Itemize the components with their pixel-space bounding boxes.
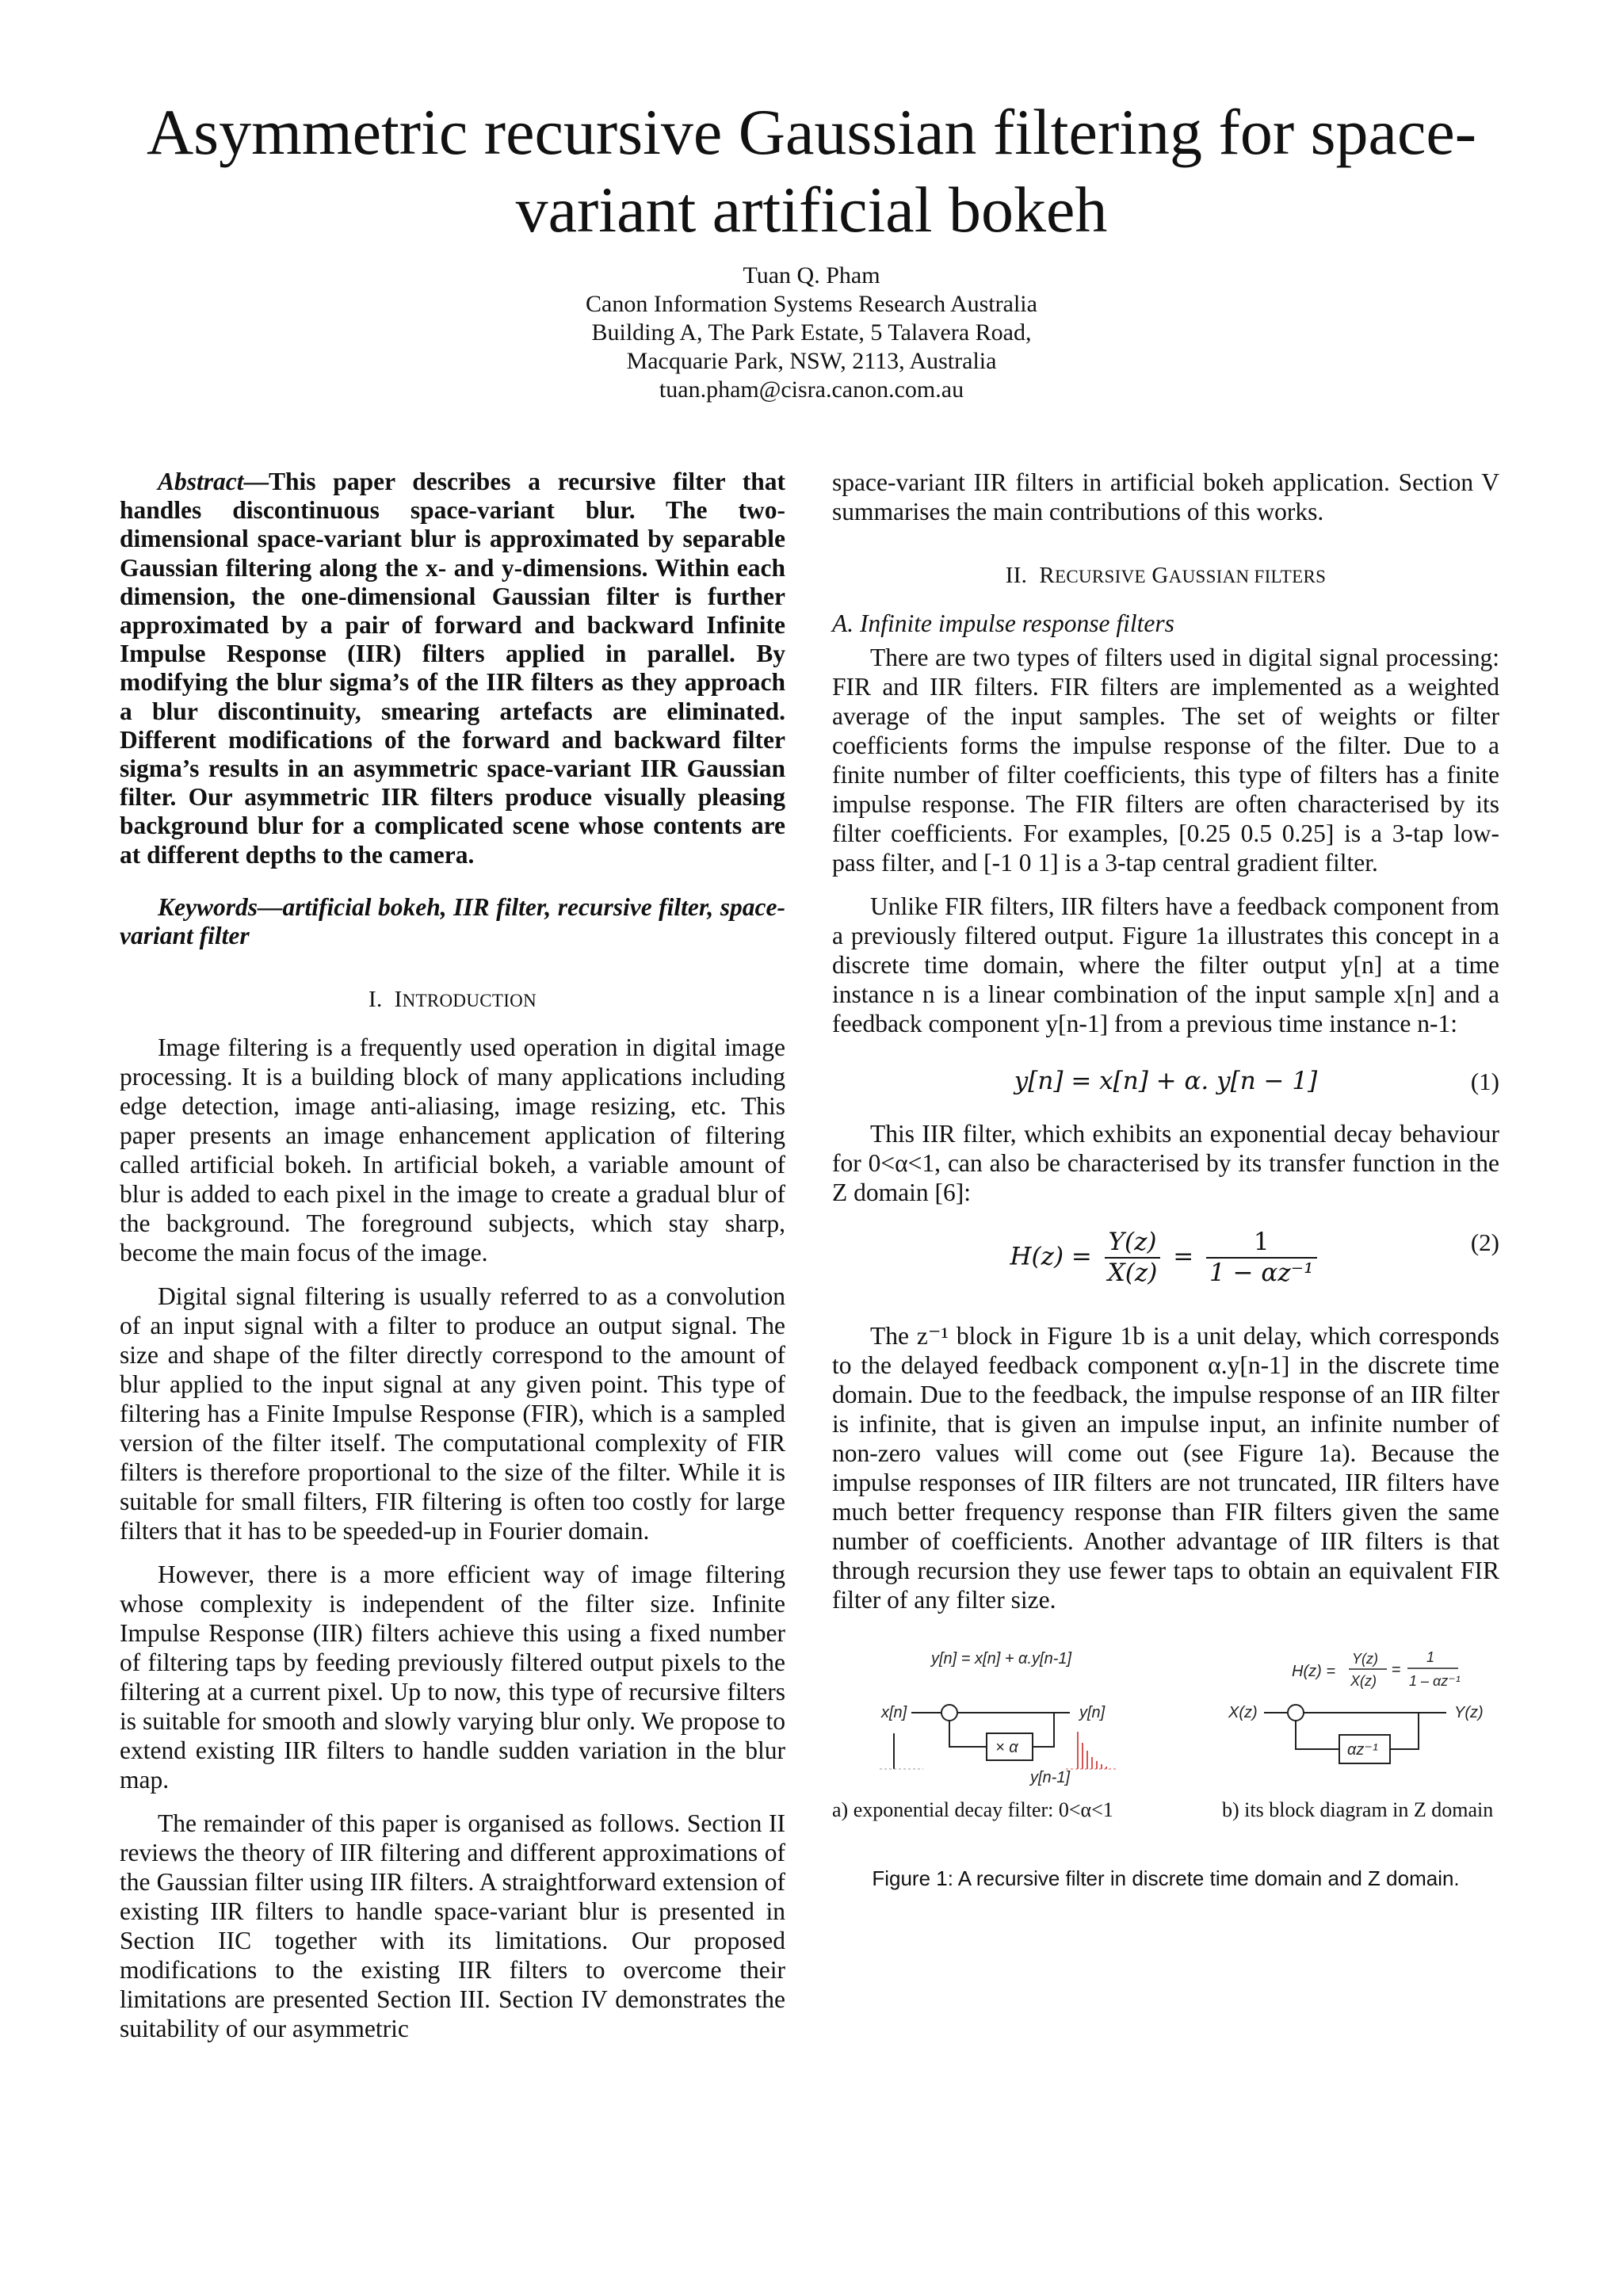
section-number: I.	[369, 987, 383, 1013]
equation-2-lhs: H(z) =	[1010, 1242, 1092, 1271]
author-address-1: Building A, The Park Estate, 5 Talavera Road,	[591, 319, 1032, 346]
intro-paragraph-2: Digital signal filtering is usually referred to as a convolution of an input signal with a filter to produce an output signal. The size and shape of the filter directly correspond to the amount of blur applied to the input signal at any given point. This type of filtering has a Finite Impulse Response (FIR), which is a sampled version of the filter itself. The computational complexity of FIR filters is therefore proportional to the size of the filter. While it is suitable for small filters, FIR filtering is often too costly for large filters that it has to be speeded-up in Fourier domain.	[120, 1282, 785, 1545]
section2-paragraph-4: The z⁻¹ block in Figure 1b is a unit delay, which corresponds to the delayed feedback component α.y[n-1] in the discrete time domain. Due to the feedback, the impulse response of an IIR filter is infinite, that is given an impulse input, an infinite number of non-zero values will come out (see Figure 1a). Because the impulse responses of IIR filters are not truncated, IIR filters have much better frequency response than FIR filters given the same number of coefficients. Another advantage of IIR filters is that through recursion they use fewer taps to obtain an equivalent FIR filter of any filter size.	[832, 1322, 1499, 1614]
section2-paragraph-3: This IIR filter, which exhibits an exponential decay behaviour for 0<α<1, can also be characterised by its transfer function in the Z domain [6]:	[832, 1120, 1499, 1206]
intro-paragraph-3: However, there is a more efficient way of image filtering whose complexity is independent of the filter size. Infinite Impulse Response (IIR) filters achieve this using a fixed number of filtering taps by feeding previously filtered output pixels to the filtering at a current pixel. Up to now, this type of recursive filters is suitable for smooth and slowly varying blur only. We propose to extend existing IIR filters to handle sudden variation in the blur map.	[120, 1561, 785, 1794]
section-title-initial: I	[394, 987, 403, 1013]
abstract-text: —This paper describes a recursive filter that handles discontinuous space-variant blur. The two-dimensional space-variant blur is approximated by separable Gaussian filtering along the x- and y-dimensions. Within each dimension, the one-dimensional Gaussian filter is further approximated by a pair of forward and backward Infinite Impulse Response (IIR) filters applied in parallel. By modifying the blur sigma’s of the IIR filters as they approach a blur discontinuity, smearing artefacts are eliminated. Different modifications of the forward and backward filter sigma’s results in an asymmetric space-variant IIR Gaussian filter. Our asymmetric IIR filters produce visually pleasing background blur for a complicated scene whose contents are at different depths to the camera.	[120, 468, 785, 869]
fig-b-equation-lhs: H(z) =	[1292, 1663, 1335, 1680]
equation-2-equals: =	[1173, 1242, 1194, 1271]
figure-1	[832, 1646, 1499, 1890]
section-heading-recursive-gaussian	[832, 561, 1499, 591]
figure-1-caption: Figure 1: A recursive filter in discrete time domain and Z domain.	[872, 1866, 1460, 1890]
fig-a-gain-label: × α	[995, 1739, 1018, 1756]
fig-a-equation: y[n] = x[n] + α.y[n-1]	[931, 1650, 1072, 1668]
intro-paragraph-1: Image filtering is a frequently used operation in digital image processing. It is a building block of many applications including edge detection, image anti-aliasing, image resizing, etc. This paper presents an image enhancement application of filtering called artificial bokeh. In artificial bokeh, a variable amount of blur is added to each pixel in the image to create a gradual blur of the background. The foreground subjects, which stay sharp, become the main focus of the image.	[120, 1033, 785, 1267]
section-title-rest: NTRODUCTION	[402, 991, 537, 1011]
fig-b-feedback-return	[1296, 1721, 1339, 1749]
fig-b-delay-label: αz⁻¹	[1347, 1741, 1378, 1759]
author-affiliation: Canon Information Systems Research Australia	[586, 291, 1037, 317]
keywords: Keywords—artificial bokeh, IIR filter, recursive filter, space-variant filter	[120, 892, 785, 950]
equation-2-number: (2)	[1470, 1228, 1499, 1256]
author-block	[415, 262, 1208, 404]
fig-b-feedback-line	[1390, 1713, 1419, 1749]
fig-a-caption: a) exponential decay filter: 0<α<1	[832, 1798, 1113, 1821]
fig-b-num1: Y(z)	[1352, 1651, 1378, 1667]
equation-2-fraction-2	[1206, 1228, 1316, 1288]
fig-a-feedback-line	[1033, 1713, 1054, 1747]
fraction-denominator: X(z)	[1107, 1259, 1158, 1287]
left-column	[120, 468, 785, 2043]
section-title-rest-2: AUSSIAN FILTERS	[1168, 567, 1327, 586]
intro-paragraph-4: The remainder of this paper is organised as follows. Section II reviews the theory of IIR filtering and different approximations of the Gaussian filter using IIR filters. A straightforward extension of existing IIR filters to handle space-variant blur is presented in Section IIC together with its limitations. Our proposed modifications to the existing IIR filters to overcome their limitations are presented Section III. Section IV demonstrates the suitability of our asymmetric	[120, 1809, 785, 2043]
fig-b-input-label: X(z)	[1228, 1704, 1258, 1721]
fig-a-input-label: x[n]	[881, 1704, 907, 1721]
abstract-lead: Abstract	[158, 468, 244, 495]
section2-paragraph-2: Unlike FIR filters, IIR filters have a feedback component from a previously filtered output. Figure 1a illustrates this concept in a discrete time domain, where the filter output y[n] at a time instance n is a linear combination of the input sample x[n] and a feedback component y[n-1] from a previous time instance n-1:	[832, 892, 1499, 1037]
right-top-paragraph: space-variant IIR filters in artificial bokeh application. Section V summarises the main contributions of this works.	[832, 468, 1499, 525]
equation-2	[832, 1223, 1499, 1310]
fig-a-feedback-label: y[n-1]	[1030, 1769, 1071, 1786]
fig-b-caption: b) its block diagram in Z domain	[1222, 1798, 1494, 1821]
figure-1-diagrams	[832, 1646, 1499, 1789]
fig-b-output-label: Y(z)	[1454, 1704, 1484, 1721]
fraction-denominator: 1 − αz⁻¹	[1209, 1259, 1314, 1287]
author-address-2: Macquarie Park, NSW, 2113, Australia	[626, 348, 997, 374]
fig-a-decay-response-icon	[1078, 1732, 1106, 1769]
fig-b-equals: =	[1392, 1661, 1401, 1679]
fig-a-feedback-return	[949, 1721, 987, 1747]
fraction-numerator: 1	[1206, 1228, 1316, 1259]
equation-1	[832, 1056, 1499, 1111]
author-email[interactable]: tuan.pham@cisra.canon.com.au	[659, 376, 964, 403]
fig-b-den1: X(z)	[1350, 1673, 1377, 1689]
fig-b-num2: 1	[1426, 1649, 1435, 1665]
section-title-rest-1: ECURSIVE	[1055, 567, 1146, 586]
section-title-initial-1: R	[1039, 563, 1055, 588]
equation-1-body: y[n] = x[n] + α. y[n − 1]	[1014, 1067, 1318, 1095]
fig-b-summer-icon	[1288, 1705, 1304, 1721]
equation-1-number: (1)	[1470, 1068, 1499, 1095]
fig-a-summer-icon	[941, 1705, 957, 1721]
section-number: II.	[1005, 563, 1028, 588]
fig-a-output-label: y[n]	[1079, 1704, 1106, 1721]
fig-b-den2: 1 – αz⁻¹	[1409, 1673, 1461, 1689]
author-name: Tuan Q. Pham	[743, 262, 880, 288]
paper-title: Asymmetric recursive Gaussian filtering for space-variant artificial bokeh	[146, 96, 1477, 246]
abstract	[120, 468, 785, 869]
section-heading-introduction	[120, 985, 785, 1015]
equation-2-fraction-1	[1105, 1228, 1161, 1288]
right-column	[832, 468, 1499, 1890]
section2-paragraph-1: There are two types of filters used in digital signal processing: FIR and IIR filters. FIR filters are implemented as a weighted average of the input samples. The set of weights or filter coefficients forms the impulse response of the filter. Due to a finite number of filter coefficients, this type of filters has a finite impulse response. The FIR filters are often characterised by its filter coefficients. For examples, [0.25 0.5 0.25] is a 3-tap low-pass filter, and [-1 0 1] is a 3-tap central gradient filter.	[832, 644, 1499, 877]
section-title-initial-2: G	[1151, 563, 1169, 588]
fraction-numerator: Y(z)	[1105, 1228, 1161, 1259]
subsection-heading: A. Infinite impulse response filters	[832, 609, 1174, 637]
equation-2-body	[832, 1228, 1499, 1288]
